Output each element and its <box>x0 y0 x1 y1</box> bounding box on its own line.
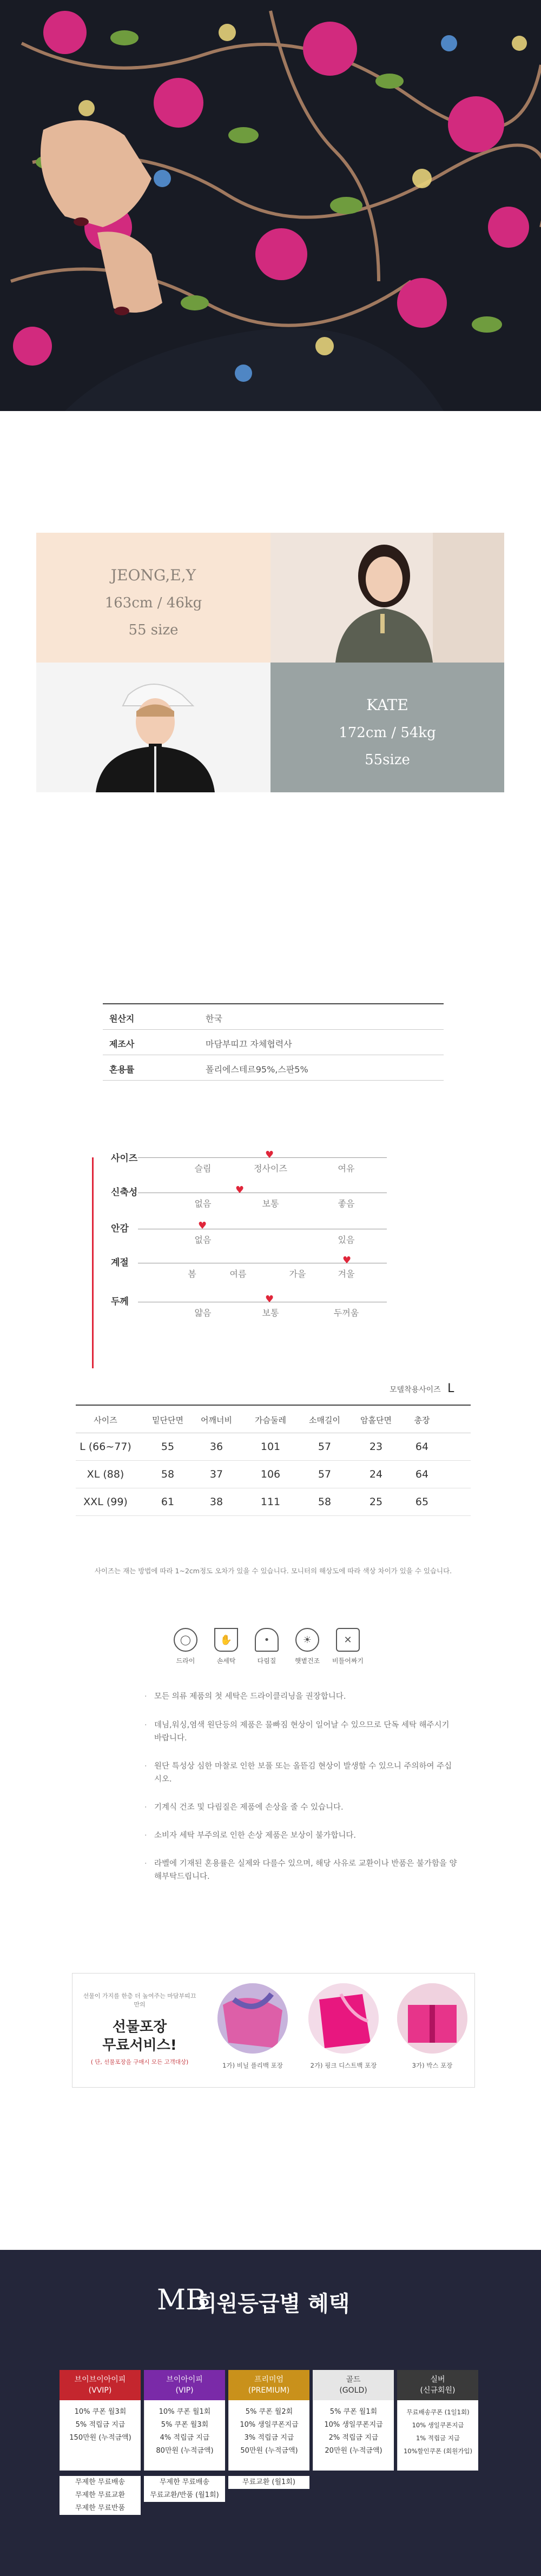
gift-title-2: 무료서비스! <box>102 2037 177 2054</box>
model2-size: 55size <box>365 752 410 768</box>
size-table-heading: 사이즈 <box>94 1415 117 1425</box>
model1-size: 55 size <box>128 622 179 638</box>
size-note: 사이즈는 재는 방법에 따라 1~2cm정도 오차가 있을 수 있습니다. 모니터의 해상도에 따라 색상 차이가 있을 수 있습니다. <box>94 1567 452 1575</box>
tier-benefit: 4% 적립금 지급 <box>160 2434 210 2442</box>
scale-label: 없음 <box>194 1235 212 1245</box>
scale-label: 슬림 <box>194 1163 212 1174</box>
scale-label: 정사이즈 <box>254 1163 287 1174</box>
care-wring <box>329 1628 367 1665</box>
scale-label: 가을 <box>289 1269 306 1279</box>
size-table-heading: 총장 <box>414 1415 430 1425</box>
tier-name: 실버 <box>430 2375 445 2384</box>
size-cell: 25 <box>369 1496 383 1508</box>
tier-benefit: 10%할인쿠폰 (회원가입) <box>403 2447 473 2455</box>
size-cell: 64 <box>415 1468 429 1480</box>
size-cell: 55 <box>161 1441 175 1453</box>
tier-en: (VIP) <box>175 2386 194 2395</box>
care-iron <box>248 1628 286 1665</box>
gift-intro: 선물이 가지를 한층 더 높여주는 마담부띠끄 만의 <box>83 1992 196 2008</box>
scale-key: 안감 <box>111 1223 129 1234</box>
care-sundry <box>288 1628 326 1665</box>
size-cell: 36 <box>209 1441 223 1453</box>
care-note: · 라벨에 기재된 혼용률은 실제와 다를수 있으며, 해당 사유로 교환이나 반품은 불가함을 양해부탁드립니다. <box>144 1859 457 1881</box>
scale-key: 계절 <box>111 1257 129 1268</box>
size-cell: 57 <box>318 1441 332 1453</box>
size-cell: 58 <box>318 1496 332 1508</box>
iron-icon: • <box>255 1628 279 1652</box>
gift-option-label: 3가) 박스 포장 <box>412 2062 453 2069</box>
note-text: 데님,워싱,염색 원단등의 제품은 물빠짐 현상이 일어날 수 있으므로 단독 세탁 해주시기 바랍니다. <box>154 1721 450 1743</box>
model2-photo <box>36 663 270 792</box>
table-row <box>76 1461 471 1488</box>
spec-value: 한국 <box>206 1014 222 1024</box>
note-text: 기계식 건조 및 다림질은 제품에 손상을 줄 수 있습니다. <box>154 1803 344 1812</box>
scale-label: 얇음 <box>194 1308 212 1318</box>
size-cell: 101 <box>260 1441 281 1453</box>
tier-benefit: 3% 적립금 지급 <box>244 2434 294 2442</box>
tier-en: (신규회원) <box>420 2386 456 2395</box>
scale-label: 보통 <box>262 1308 279 1318</box>
heart-marker-icon: ♥ <box>265 1149 274 1161</box>
tier-benefit: 10% 쿠폰 월3회 <box>74 2408 127 2416</box>
care-handwash <box>207 1628 245 1665</box>
model1-photo <box>270 533 504 663</box>
model1-measure: 163cm / 46kg <box>104 595 202 611</box>
size-cell: L (66~77) <box>80 1441 131 1453</box>
tier-extra: 무제한 무료배송 <box>159 2478 210 2486</box>
gift-option-label: 1가) 비닐 플리백 포장 <box>222 2062 283 2069</box>
care-note: · 기계식 건조 및 다림질은 제품에 손상을 줄 수 있습니다. <box>144 1803 344 1812</box>
tier-extra: 무제한 무료반품 <box>75 2504 126 2512</box>
hand-wash-icon: ✋ <box>214 1628 238 1652</box>
size-cell: 23 <box>369 1441 383 1453</box>
tier-benefit: 1% 적립금 지급 <box>415 2434 460 2442</box>
model2-measure: 172cm / 54kg <box>339 725 436 741</box>
tier-extra: 무제한 무료교환 <box>75 2491 126 2499</box>
mb-logo: MB <box>157 2284 207 2316</box>
model1-name: JEONG,E,Y <box>110 566 196 584</box>
heart-marker-icon: ♥ <box>265 1294 274 1305</box>
tier-name: 골드 <box>346 2375 361 2384</box>
care-label: 다림질 <box>257 1657 276 1665</box>
tier-name: 프리미엄 <box>254 2375 284 2384</box>
scale-label: 겨울 <box>338 1269 355 1279</box>
size-cell: 24 <box>369 1468 383 1480</box>
tier-benefit: 80만원 (누적금액) <box>156 2447 214 2455</box>
gift-photo-vinyl <box>217 1983 288 2054</box>
size-cell: 38 <box>209 1496 223 1508</box>
care-dry <box>167 1628 204 1665</box>
size-table-header <box>76 1406 471 1433</box>
size-table-heading: 가슴둘레 <box>255 1415 286 1425</box>
spec-row-origin <box>103 1004 444 1030</box>
care-label: 햇볕건조 <box>294 1657 320 1665</box>
model2-name: KATE <box>366 696 408 714</box>
membership-title: 회원등급별 혜택 <box>196 2292 350 2316</box>
size-cell: 37 <box>209 1468 223 1480</box>
size-table-heading: 밑단단면 <box>152 1415 183 1425</box>
scale-label: 없음 <box>194 1198 212 1209</box>
size-cell: XL (88) <box>87 1468 124 1480</box>
scale-label: 두꺼움 <box>333 1308 359 1318</box>
spec-row-material <box>103 1055 444 1081</box>
note-text: 라벨에 기재된 혼용률은 실제와 다를수 있으며, 해당 사유로 교환이나 반품은 불가함을 양해부탁드립니다. <box>154 1859 457 1881</box>
spec-key: 혼용률 <box>109 1064 135 1075</box>
size-cell: 111 <box>260 1496 281 1508</box>
tier-en: (PREMIUM) <box>248 2386 290 2395</box>
care-note: · 소비자 세탁 부주의로 인한 손상 제품은 보상이 불가합니다. <box>144 1831 357 1840</box>
scale-label: 보통 <box>262 1198 279 1209</box>
tier-benefit: 50만원 (누적금액) <box>240 2447 298 2455</box>
spec-row-maker <box>103 1030 444 1055</box>
size-table-heading: 어깨너비 <box>201 1415 232 1425</box>
size-cell: 106 <box>260 1468 281 1480</box>
tier-en: (VVIP) <box>88 2386 112 2395</box>
tier-extra: 무료교환 (월1회) <box>242 2478 295 2486</box>
hero-product-photo <box>0 0 541 411</box>
dry-clean-icon: ◯ <box>174 1628 197 1652</box>
size-cell: 64 <box>415 1441 429 1453</box>
size-cell: 57 <box>318 1468 332 1480</box>
spec-key: 제조사 <box>109 1039 135 1049</box>
size-table-heading: 소매길이 <box>309 1415 340 1425</box>
model-size-note <box>390 1382 454 1395</box>
tier-name: 브이아이피 <box>166 2375 203 2384</box>
tier-benefit: 10% 생일쿠폰지급 <box>412 2421 464 2429</box>
tier-benefit: 5% 쿠폰 월1회 <box>329 2408 378 2416</box>
tier-en: (GOLD) <box>339 2386 367 2395</box>
gift-photo-box <box>397 1983 467 2054</box>
spec-value: 마담부띠끄 자체협력사 <box>206 1039 292 1049</box>
care-label: 비틀어짜기 <box>332 1657 364 1665</box>
care-note: · 데님,워싱,염색 원단등의 제품은 물빠짐 현상이 일어날 수 있으므로 단독 세탁 해주시기 바랍니다. <box>144 1721 450 1743</box>
tier-benefit: 150만원 (누적금액) <box>69 2434 131 2442</box>
size-cell: 61 <box>161 1496 175 1508</box>
no-wring-icon: ✕ <box>336 1628 360 1652</box>
tier-benefit: 무료배송쿠폰 (1일1회) <box>406 2408 470 2416</box>
size-table-heading: 암홀단면 <box>360 1415 392 1425</box>
tier-benefit: 2% 적립금 지급 <box>328 2434 379 2442</box>
heart-marker-icon: ♥ <box>198 1220 207 1231</box>
floral-fabric-illustration <box>0 0 541 411</box>
care-label: 드라이 <box>176 1657 195 1665</box>
heart-marker-icon: ♥ <box>342 1255 352 1266</box>
note-text: 소비자 세탁 부주의로 인한 손상 제품은 보상이 불가합니다. <box>154 1831 357 1840</box>
care-note: · 원단 특성상 심한 마찰로 인한 보풀 또는 올뜯김 현상이 발생할 수 있으니 주의하여 주십시오. <box>144 1762 452 1784</box>
gift-photo-pink-bag <box>308 1983 379 2054</box>
gift-title-1: 선물포장 <box>112 2019 167 2035</box>
tier-extra: 무료교환/반품 (월1회) <box>150 2491 219 2499</box>
note-text: 모든 의류 제품의 첫 세탁은 드라이클리닝을 권장합니다. <box>154 1692 346 1701</box>
tier-benefit: 5% 적립금 지급 <box>75 2421 126 2429</box>
tier-benefit: 10% 생일쿠폰지급 <box>324 2421 383 2429</box>
tier-benefit: 10% 쿠폰 월1회 <box>159 2408 211 2416</box>
gift-option-label: 2가) 핑크 디스트백 포장 <box>310 2062 377 2069</box>
tier-benefit: 5% 쿠폰 월2회 <box>245 2408 293 2416</box>
tier-benefit: 5% 쿠폰 월3회 <box>161 2421 209 2429</box>
heart-marker-icon: ♥ <box>235 1184 245 1196</box>
scale-key: 두께 <box>111 1296 129 1307</box>
scale-key: 신축성 <box>111 1187 138 1198</box>
model2-panel <box>270 663 504 792</box>
note-text: 원단 특성상 심한 마찰로 인한 보풀 또는 올뜯김 현상이 발생할 수 있으니 주의하여 주십시오. <box>154 1762 452 1784</box>
scale-label: 여름 <box>229 1269 247 1279</box>
scale-label: 있음 <box>338 1235 355 1245</box>
scale-label: 봄 <box>188 1269 196 1279</box>
spec-value: 폴리에스테르95%,스판5% <box>206 1064 308 1075</box>
gift-wrap-banner <box>72 1973 475 2088</box>
model-size-value: L <box>447 1382 454 1395</box>
scale-label: 좋음 <box>338 1198 355 1209</box>
size-cell: 58 <box>161 1468 175 1480</box>
scale-label: 여유 <box>338 1163 355 1174</box>
tier-benefit: 20만원 (누적금액) <box>325 2447 382 2455</box>
table-row <box>76 1433 471 1461</box>
tier-benefit: 10% 생일쿠폰지급 <box>240 2421 299 2429</box>
scale-accent-bar <box>92 1157 94 1368</box>
size-cell: XXL (99) <box>83 1496 128 1508</box>
tier-extra: 무제한 무료배송 <box>75 2478 126 2486</box>
model1-panel <box>36 533 270 663</box>
spec-key: 원산지 <box>109 1014 135 1024</box>
care-note: · 모든 의류 제품의 첫 세탁은 드라이클리닝을 권장합니다. <box>144 1692 346 1701</box>
gift-sub: ( 단, 선물포장을 구매시 모든 고객대상) <box>90 2059 189 2065</box>
size-cell: 65 <box>415 1496 429 1508</box>
tier-name: 브이브이아이피 <box>74 2375 126 2384</box>
table-row <box>76 1488 471 1516</box>
scale-key: 사이즈 <box>111 1153 138 1164</box>
model-size-label: 모델착용사이즈 <box>390 1386 441 1394</box>
sun-dry-icon: ☀ <box>295 1628 319 1652</box>
care-label: 손세탁 <box>216 1657 236 1665</box>
